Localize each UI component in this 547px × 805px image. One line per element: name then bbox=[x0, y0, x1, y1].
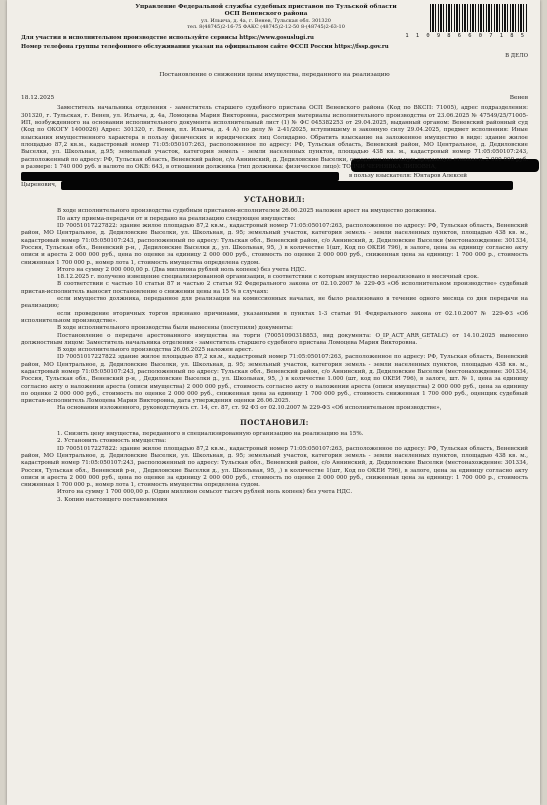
section-postanovil: ПОСТАНОВИЛ: bbox=[240, 417, 309, 427]
case-1-paragraph: если имущество должника, переданное для реализации на комиссионных началах, не было реализовано в течение одного месяца со дня передачи на реализацию; bbox=[21, 296, 528, 310]
decision-property: ID 70051017227822: здание жилое площадью 87,2 кв.м., кадастровый номер 71:05:050107:263, расположенное по адресу: РФ, Тульская область, Веневский район, МО Центральное, д. Дедиловские Выселки, ул. Школьная, д. 95; земельный участок, категория земель - земли населенных пунктов, площадью 438 кв. м., кадастровый номер 71:05:050107:243, расположенный по адресу: Тульская обл., Веневский район, с/о Аннинский, д. Дедиловские Выселки (местонахождение: 301334, Россия, Тульская обл., Веневский р-н, , Дедиловские Выселки д., ул. Школьная, 95, ,) в количестве 1(шт, Код по ОКЕИ 796), в залоге, цена за единицу согласно акту описи и ареста 2 000 000 руб., цена по оценке за единицу 2 000 000 руб., стоимость по оценке 2 000 000 руб., сниженная цена за единицу: 1 700 000 р., стоимость сниженная 1 700 000 р., номер лота 1, стоимость имущества определена судом. bbox=[21, 445, 528, 489]
case-2-paragraph: если проведение вторичных торгов признано причинами, указанными в пунктах 1-3 статьи 91 Федерального закона от 02.10.2007 № 229-ФЗ «Об исполнительном производстве». bbox=[21, 310, 528, 324]
claimant-line bbox=[21, 172, 528, 181]
barcode bbox=[430, 4, 528, 32]
section-ustanovil: УСТАНОВИЛ: bbox=[243, 195, 306, 205]
decision-2: 2. Установить стоимость имущества: bbox=[57, 438, 167, 445]
legal-basis-paragraph: На основании изложенного, руководствуясь ст. 14, ст. 87, ст. 92 ФЗ от 02.10.2007 № 229-ФЗ «Об исполнительном производстве», bbox=[57, 405, 442, 412]
gosuslugi-notice: Для участия в исполнительном производстве используйте сервисы https://www.gosuslugi.ru bbox=[21, 34, 314, 41]
v-delo-stamp: В ДЕЛО bbox=[505, 52, 528, 59]
redacted-claimant-address bbox=[61, 181, 513, 190]
decision-3: 3. Копию настоящего постановления bbox=[57, 496, 168, 503]
transfer-decree-paragraph: Постановление о передаче арестованного имущества на торги (70051090318853, вид документа: O_IP_ACT_ARR_GETALC) от 14.10.2025 вынесено должностным лицом: Заместитель начальника отделения - заместитель старшего судебного пристава Ломоцева Мария Викторовна. bbox=[21, 332, 528, 346]
date-row bbox=[21, 95, 528, 102]
claimant-text: в пользу взыскателя: Юнтаров Алексей bbox=[349, 173, 467, 179]
documents-paragraph: В ходе исполнительного производства были вынесены (поступили) документы: bbox=[57, 325, 293, 332]
arrest-paragraph: В ходе исполнительного производства судебным приставом-исполнителем 26.06.2025 наложен арест на имущество должника. bbox=[57, 208, 437, 215]
property-paragraph: ID 70051017227822: здание жилое площадью 87,2 кв.м., кадастровый номер 71:05:050107:263, расположенное по адресу: РФ, Тульская область, Веневский район, МО Центральное, д. Дедиловские Выселки, ул. Школьная, д. 95; земельный участок, категория земель - земли населенных пунктов, площадью 438 кв. м., кадастровый номер 71:05:050107:243, расположенный по адресу: Тульская обл., Веневский район, с/о Аннинский, д. Дедиловские Выселки (местонахождение: 301334, Россия, Тульская обл., Веневский р-н, , Дедиловские Выселки д., ул. Школьная, 95, ,) в количестве 1(шт, Код по ОКЕИ 796), в залоге, цена за единицу согласно акту описи и ареста 2 000 000 руб., цена по оценке за единицу 2 000 000 руб., стоимость по оценке 2 000 000 руб., сниженная цена за единицу: 1 700 000 р., стоимость сниженная 1 700 000 р., номер лота 1, стоимость имущества определена судом. bbox=[21, 223, 528, 266]
notice-received-paragraph: 18.12.2025 г. получено извещение специализированной организации, в соответствии с которым имущество нереализовано в месячный срок. bbox=[57, 274, 479, 281]
arrested-property-paragraph: ID 70051017227822 здание жилое площадью 87,2 кв.м., кадастровый номер 71:05:050107:263, расположенное по адресу: РФ, Тульская область, Веневский район, МО Центральное, д. Дедиловские Выселки, ул. Школьная, д. 95; земельный участок, категория земель - земли населенных пунктов, площадью 438 кв. м., кадастровый номер 71:05:050107:243, расположенный по адресу: Тульская обл., Веневский район, с/о Аннинский, д. Дедиловские Выселки (местонахождение: 301334, Россия, Тульская обл., Веневский р-н, , Дедиловские Выселки д., ул. Школьная, 95, ,) в количестве 1.000 (шт, код по ОКЕИ 796), в залоге, шт. № 1, цена за единицу согласно акту о наложении ареста (описи имущества) 2 000 000 руб., стоимость согласно акту о наложении ареста (описи имущества) 2 000 000 руб., цена за единицу по оценке 2 000 000 руб., стоимость по оценке 2 000 000 руб., сниженная цена за единицу 1 700 000 руб., стоимость сниженная 1 700 000 руб., оценщик судебный пристав-исполнитель Ломоцева Мария Викторовна, дата утверждения оценки 26.06.2025. bbox=[21, 354, 528, 405]
barcode-number: 1 1 0 9 8 6 6 0 7 1 8 5 bbox=[405, 33, 526, 39]
redacted-address bbox=[21, 172, 339, 181]
law-paragraph: В соответствии с частью 10 статьи 87 и частью 2 статьи 92 Федерального закона от 02.10.2007 № 229-ФЗ «Об исполнительном производстве» судебный пристав-исполнитель выносит постановление о снижении цены на 15 % в случаях: bbox=[21, 281, 528, 295]
decision-total: Итого на сумму 1 700 000,00 р. (Один миллион семьсот тысяч рублей ноль копеек) без учета НДС. bbox=[57, 489, 353, 496]
decision-1: 1. Снизить цену имущества, переданного в специализированную организацию на реализацию на 15%. bbox=[57, 431, 364, 438]
letterhead bbox=[81, 4, 451, 30]
department-phones: тел. 8(48745)2-16-75 ФАКС (48745)2-12-50 8-(48745)2-63-10 bbox=[187, 23, 345, 30]
document-date: 18.12.2025 bbox=[21, 95, 55, 102]
transfer-paragraph: По акту приема-передачи от и передано на реализацию следующее имущество: bbox=[57, 215, 296, 222]
phone-notice: Номер телефона группы телефонного обслуживания указан на официальном сайте ФССП России https://fssp.gov.ru bbox=[21, 43, 389, 50]
intro-paragraph: Заместитель начальника отделения - заместитель старшего судебного пристава ОСП Веневского района (Код по ВКСП: 71005), адрес подразделения: 301320, г. Тульская, г. Венев, ул. Ильича, д. 4а, Ломоцева Мария Викторовна, рассмотрев материалы исполнительного производства от 23.06.2025 № 47549/25/71005-ИП, возбужденного на основании исполнительного документа исполнительный лист (1) № ФС 045382253 от 29.04.2025, выданный органом: Веневский районный суд (Код по ОКОГУ 1400026) Адрес: 301320, г. Венев, пл. Ильича, д. 4 А) по делу № 2-41/2025, вступившему в законную силу 29.04.2025, предмет исполнения: Иные взыскания имущественного характера в пользу физических и юридических лиц Солидарно. Обратить взыскание на заложенное имущество в виде: здание жилое площадью 87,2 кв.м., кадастровый номер 71:05:050107:263, расположенное по адресу: РФ, Тульская область, Веневский район, МО Центральное, д. Дедиловские Выселки, ул. Школьная, д.95; земельный участок, категория земель - земли населенных пунктов, площадью 438 кв. м., кадастровый номер 71:05:050107:243, расположенный по адресу: РФ, Тульская область, Веневский район, с/о Аннинский, д. Дедиловские Выселки, определив начальную продажную стоимость 2 000 000 руб. в размере: 1 740 000 руб. в валюте по ОКВ: 643, в отношении должника (тип должника: физическое лицо): ТОПЧИ ЧЕРНЯВКА ЛИПОВНА, bbox=[21, 105, 528, 170]
document-page bbox=[7, 0, 540, 805]
document-title: Постановление о снижении цены имущества, переданного на реализацию bbox=[159, 71, 390, 78]
department-name: ОСП Веневского района bbox=[224, 10, 308, 17]
claimant-line-2 bbox=[21, 181, 528, 190]
document-city: Венев bbox=[509, 95, 528, 102]
department-address: ул. Ильича, д. 4а, г. Венев, Тульская обл. 301320 bbox=[201, 17, 331, 24]
claimant-patronymic: Цыренович, bbox=[21, 182, 57, 188]
agency-name: Управление Федеральной службы судебных приставов по Тульской области bbox=[135, 4, 397, 10]
total-paragraph: Итого на сумму 2 000 000,00 р. (Два миллиона рублей ноль копеек) без учета НДС. bbox=[57, 266, 307, 273]
arrest-date-paragraph: В ходе исполнительного производства 26.06.2025 наложен арест. bbox=[57, 347, 253, 354]
